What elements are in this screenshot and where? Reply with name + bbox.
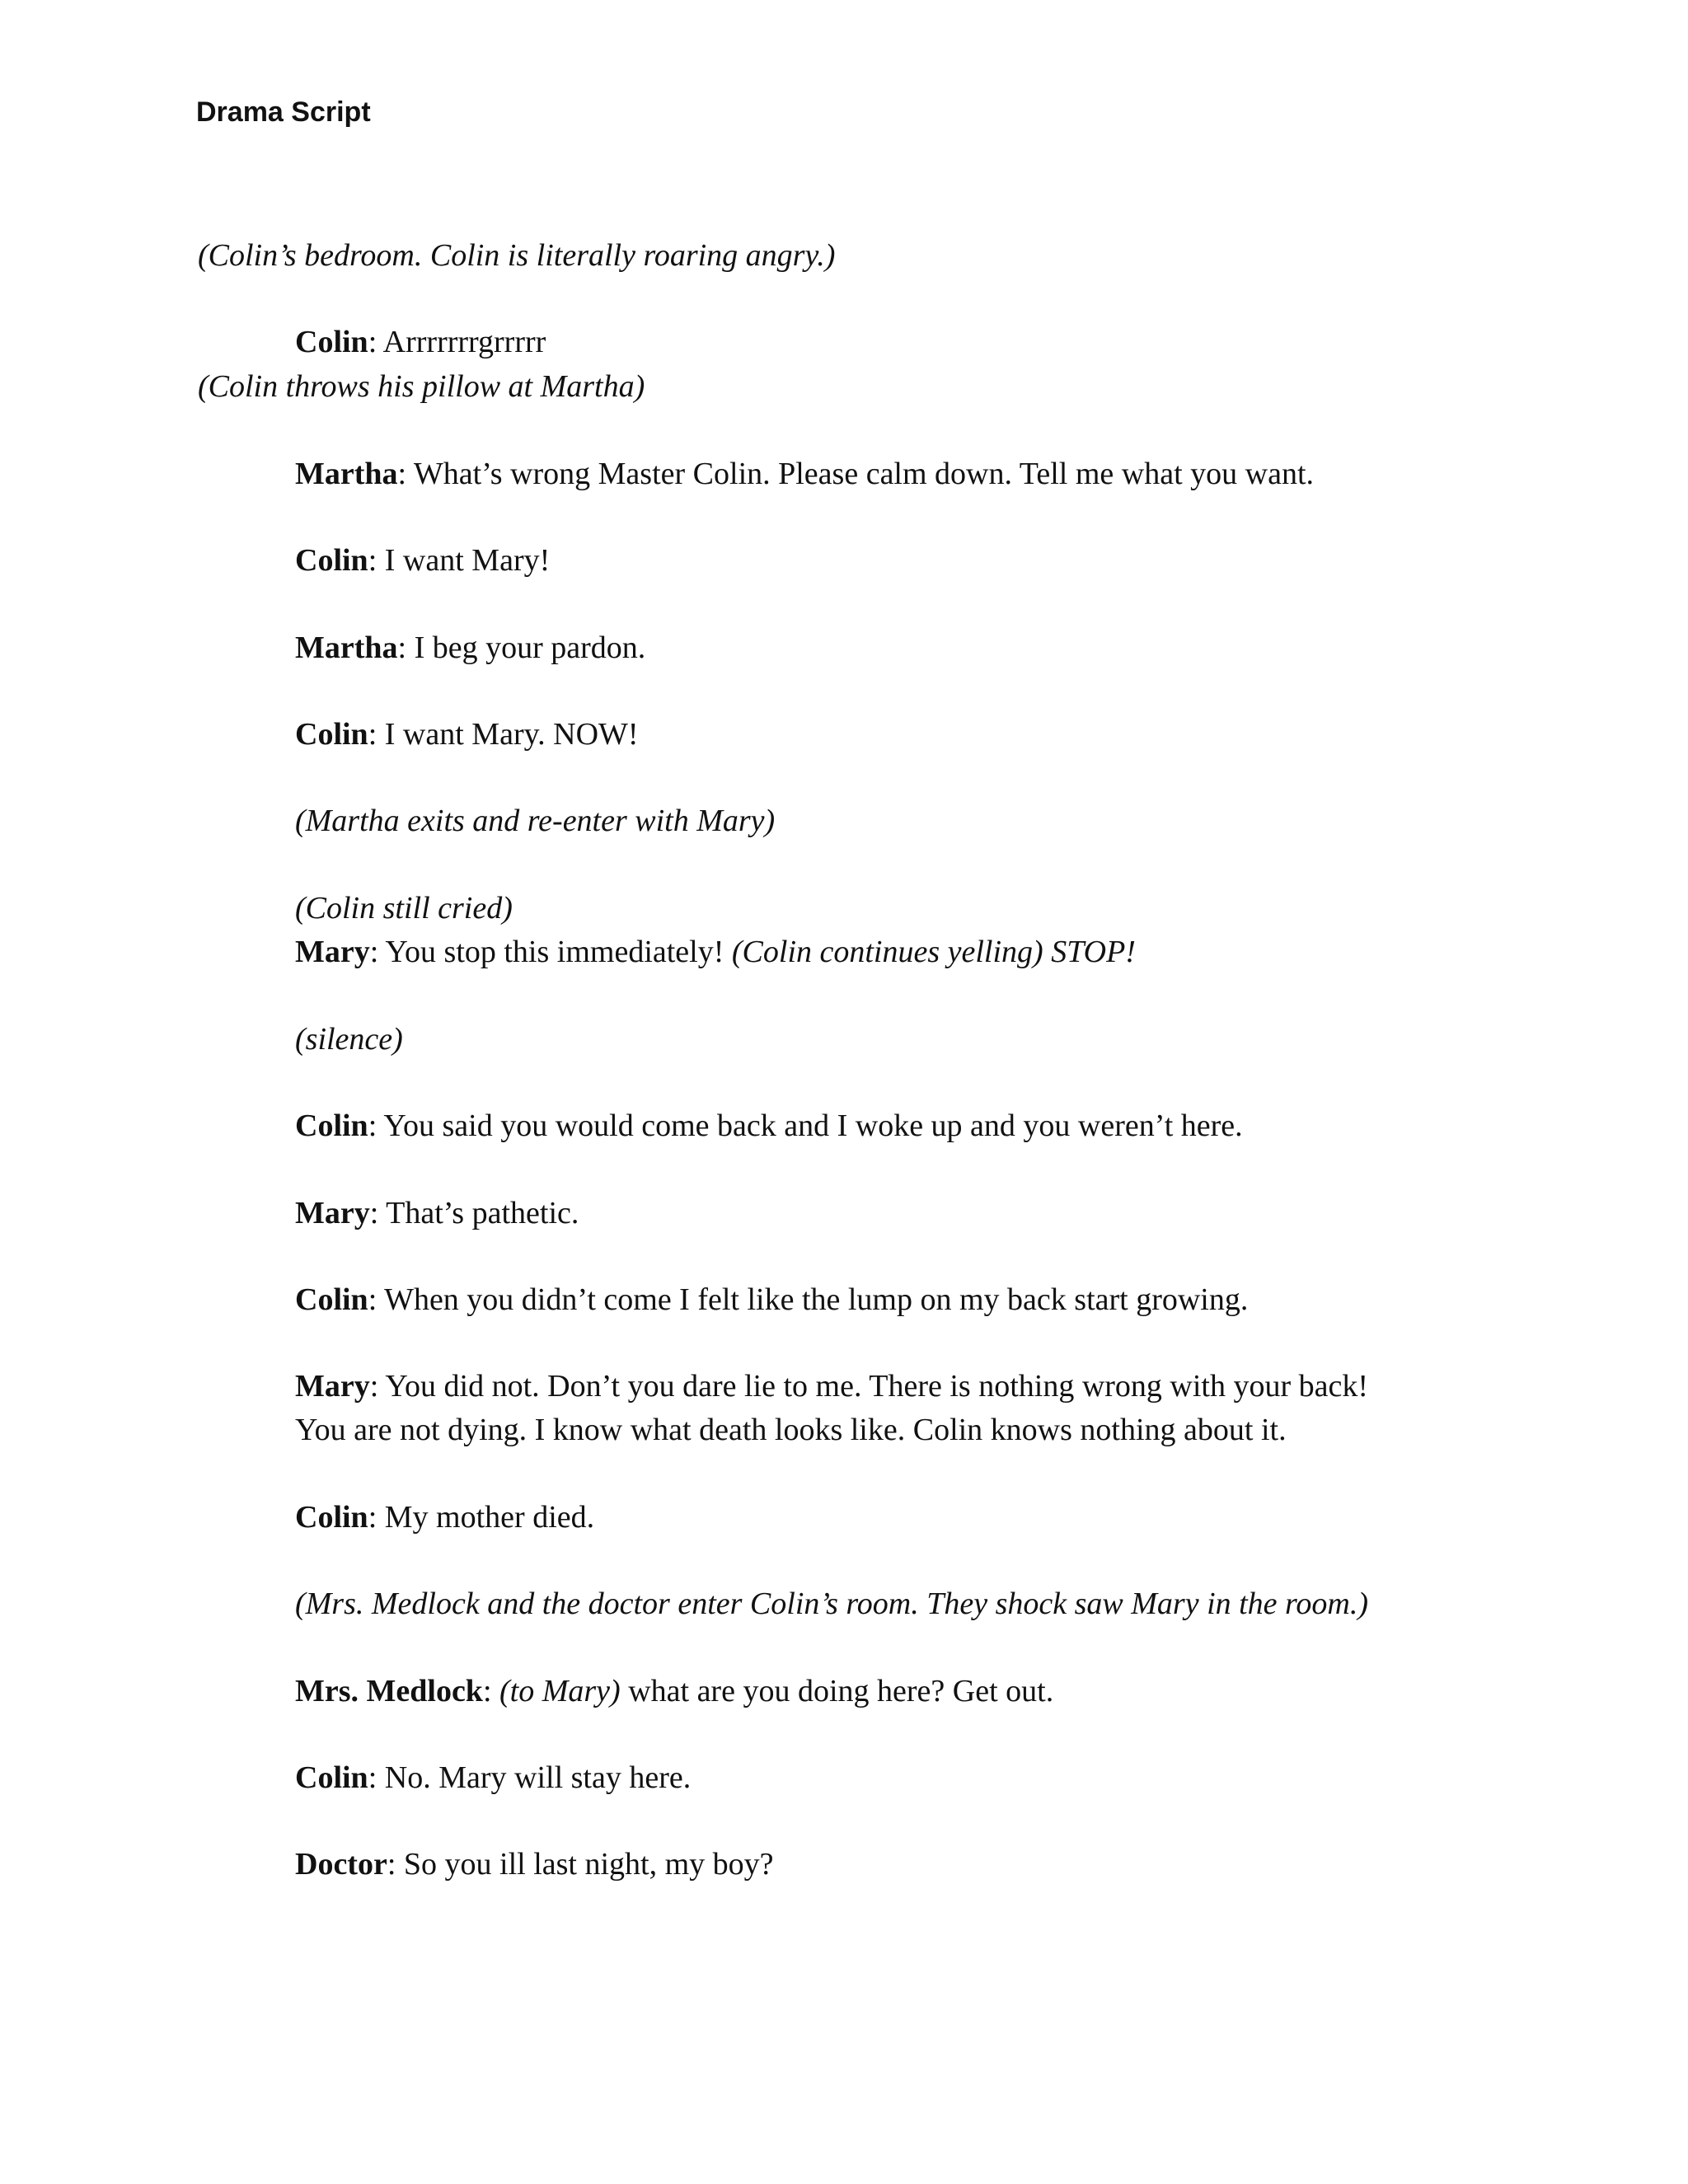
speaker-separator: : [369,1196,387,1230]
dialogue-line [295,716,639,752]
dialogue-text: That’s pathetic. [386,1196,579,1230]
stage-direction: (Colin still cried) [295,891,513,926]
dialogue-text: I want Mary. NOW! [384,717,639,752]
speaker-separator: : [368,717,385,752]
speaker-separator: : [397,457,414,491]
speaker-separator: : [482,1674,500,1708]
dialogue-line [295,324,546,360]
stage-direction: (Colin throws his pillow at Martha) [198,369,645,404]
speaker-name: Colin [295,717,368,752]
speaker-separator: : [368,1108,384,1143]
dialogue-line [295,1368,1368,1404]
speaker-name: Martha [295,630,398,665]
dialogue-continuation: You are not dying. I know what death looks like. Colin knows nothing about it. [295,1413,1287,1447]
speaker-name: Mary [295,935,370,969]
speaker-name: Mary [295,1369,370,1404]
speaker-name: Colin [295,1282,368,1317]
dialogue-line [295,1499,594,1535]
speaker-separator: : [387,1847,404,1882]
dialogue-text: You did not. Don’t you dare lie to me. There is nothing wrong with your back! [385,1369,1369,1404]
dialogue-line [295,542,550,579]
inline-stage-direction: (Colin continues yelling) STOP! [731,935,1136,969]
speaker-name: Colin [295,1500,368,1535]
dialogue-line [295,934,1136,970]
dialogue-text: So you ill last night, my boy? [403,1847,774,1882]
stage-direction: (Martha exits and re-enter with Mary) [295,804,776,838]
dialogue-text: What’s wrong Master Colin. Please calm down. Tell me what you want. [413,457,1314,491]
dialogue-line [295,1760,691,1796]
speaker-name: Mary [295,1196,370,1230]
dialogue-text: I beg your pardon. [414,630,646,665]
speaker-separator: : [368,1500,385,1535]
speaker-separator: : [368,1760,385,1795]
page-title: Drama Script [196,96,371,128]
dialogue-line [295,1846,774,1882]
dialogue-text: I want Mary! [384,543,551,578]
speaker-separator: : [369,1369,386,1404]
dialogue-text: You stop this immediately! [385,935,732,969]
speaker-separator: : [368,543,385,578]
dialogue-line [295,456,1314,492]
speaker-name: Colin [295,1108,368,1143]
speaker-name: Colin [295,543,368,578]
dialogue-line [295,1108,1243,1144]
speaker-name: Doctor [295,1847,387,1882]
dialogue-text: Arrrrrrrgrrrrr [382,325,546,359]
speaker-name: Mrs. Medlock [295,1674,483,1708]
stage-direction: (Mrs. Medlock and the doctor enter Colin’s room. They shock saw Mary in the room.) [295,1586,1369,1621]
stage-direction: (silence) [295,1022,403,1057]
dialogue-text: You said you would come back and I woke up and you weren’t here. [383,1108,1243,1143]
dialogue-text: No. Mary will stay here. [384,1760,692,1795]
dialogue-line [295,1282,1248,1318]
dialogue-line [295,1673,1053,1709]
dialogue-line [295,630,645,666]
dialogue-line [295,1195,579,1231]
stage-direction: (Colin’s bedroom. Colin is literally roaring angry.) [198,238,836,273]
speaker-separator: : [368,325,383,359]
speaker-separator: : [397,630,415,665]
speaker-name: Martha [295,457,398,491]
dialogue-text: what are you doing here? Get out. [620,1674,1054,1708]
speaker-name: Colin [295,325,368,359]
dialogue-text: When you didn’t come I felt like the lump on my back start growing. [384,1282,1249,1317]
speaker-separator: : [369,935,386,969]
speaker-name: Colin [295,1760,368,1795]
speaker-separator: : [368,1282,385,1317]
dialogue-text: My mother died. [384,1500,595,1535]
inline-stage-direction: (to Mary) [499,1674,621,1708]
